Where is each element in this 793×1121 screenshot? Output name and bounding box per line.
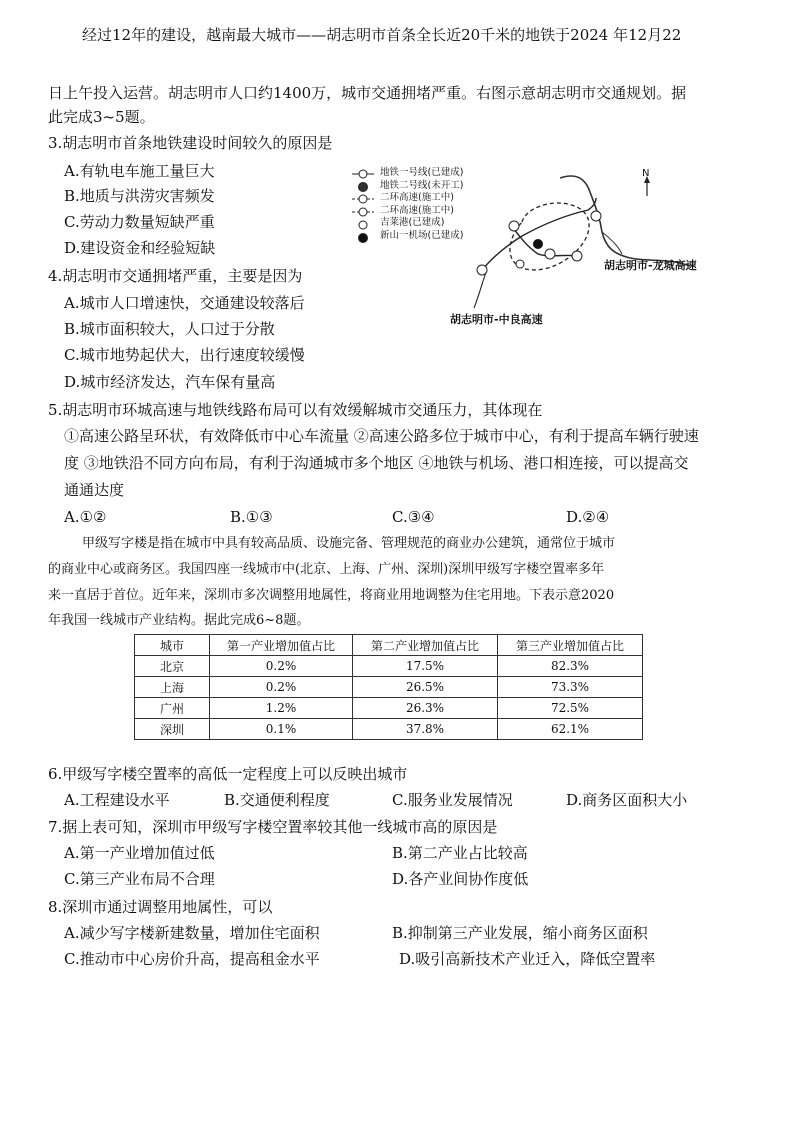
- q3-option-a: A.有轨电车施工量巨大: [64, 162, 215, 180]
- q6-option-a: A.工程建设水平: [64, 791, 170, 809]
- table-cell: 26.5%: [353, 677, 498, 698]
- table-cell: 17.5%: [353, 656, 498, 677]
- intro2-line3: 来一直居于首位。近年来，深圳市多次调整用地属性，将商业用地调整为住宅用地。下表示意2020: [48, 588, 615, 603]
- legend-item: 二环高速(施工中): [380, 192, 454, 203]
- table-cell: 0.2%: [210, 656, 353, 677]
- intro2-line4: 年我国一线城市产业结构。据此完成6~8题。: [48, 613, 310, 628]
- road-label-south: 胡志明市-中良高速: [450, 313, 543, 326]
- q5-option-d: D.②④: [566, 508, 610, 526]
- station-marker: [477, 265, 487, 275]
- q3-option-d: D.建设资金和经验短缺: [64, 239, 216, 257]
- q5-statement-1: ①高速公路呈环状，有效降低市中心车流量 ②高速公路多位于城市中心，有利于提高车辆行驶速: [64, 427, 699, 445]
- q4-option-a: A.城市人口增速快，交通建设较落后: [64, 294, 305, 312]
- station-marker: [591, 211, 601, 221]
- table-cell: 0.2%: [210, 677, 353, 698]
- legend-item: 新山一机场(已建成): [380, 229, 464, 241]
- q3-option-c: C.劳动力数量短缺严重: [64, 213, 215, 231]
- q5-option-b: B.①③: [230, 508, 273, 526]
- table-header: 第三产业增加值占比: [498, 635, 643, 656]
- question-4: 4.胡志明市交通拥堵严重，主要是因为: [48, 267, 303, 285]
- legend-item: 地铁二号线(未开工): [380, 179, 464, 191]
- industry-structure-table: [134, 634, 643, 740]
- q6-option-c: C.服务业发展情况: [392, 791, 513, 809]
- q6-option-b: B.交通便利程度: [224, 791, 330, 809]
- question-8: 8.深圳市通过调整用地属性，可以: [48, 898, 273, 916]
- station-marker: [509, 221, 519, 231]
- table-cell: 广州: [135, 698, 210, 719]
- question-6: 6.甲级写字楼空置率的高低一定程度上可以反映出城市: [48, 765, 408, 783]
- table-header: 第一产业增加值占比: [210, 635, 353, 656]
- table-row: [135, 698, 643, 719]
- metro-line-2: [510, 224, 576, 256]
- legend-symbols: [352, 170, 374, 243]
- table-row: [135, 677, 643, 698]
- legend-item: 二环高速(施工中): [380, 204, 454, 216]
- intro1-line1: 经过12年的建设，越南最大城市——胡志明市首条全长近20千米的地铁于2024 年12月22: [82, 26, 682, 44]
- table-cell: 37.8%: [353, 719, 498, 740]
- q5-statement-3: 通通达度: [64, 481, 125, 499]
- q4-option-c: C.城市地势起伏大，出行速度较缓慢: [64, 346, 305, 364]
- table-header-row: [135, 635, 643, 656]
- q4-option-b: B.城市面积较大，人口过于分散: [64, 320, 275, 338]
- q8-option-a: A.减少写字楼新建数量，增加住宅面积: [64, 924, 320, 942]
- q8-option-b: B.抑制第三产业发展，缩小商务区面积: [392, 924, 648, 942]
- q5-option-c: C.③④: [392, 508, 435, 526]
- q7-option-c: C.第三产业布局不合理: [64, 870, 215, 888]
- q5-statement-2: 度 ③地铁沿不同方向布局，有利于沟通城市多个地区 ④地铁与机场、港口相连接，可以提高交: [64, 454, 689, 472]
- station-marker: [545, 249, 555, 259]
- intro2-line1: 甲级写字楼是指在城市中具有较高品质、设施完备、管理规范的商业办公建筑，通常位于城市: [82, 536, 616, 551]
- road-label-east: 胡志明市-龙城高速: [604, 259, 697, 272]
- table-cell: 82.3%: [498, 656, 643, 677]
- q5-option-a: A.①②: [64, 508, 107, 526]
- table-cell: 0.1%: [210, 719, 353, 740]
- question-5: 5.胡志明市环城高速与地铁线路布局可以有效缓解城市交通压力，其体现在: [48, 401, 543, 419]
- table-header: 城市: [135, 635, 210, 656]
- table-cell: 上海: [135, 677, 210, 698]
- table-header: 第二产业增加值占比: [353, 635, 498, 656]
- table-cell: 深圳: [135, 719, 210, 740]
- map-legend: [380, 167, 463, 242]
- traffic-map: [350, 158, 780, 338]
- q8-option-d: D.吸引高新技术产业迁入，降低空置率: [399, 950, 656, 968]
- table-row: [135, 656, 643, 677]
- port-marker: [516, 260, 524, 268]
- q7-option-d: D.各产业间协作度低: [392, 870, 529, 888]
- table-cell: 1.2%: [210, 698, 353, 719]
- table-cell: 73.3%: [498, 677, 643, 698]
- q8-option-c: C.推动市中心房价升高，提高租金水平: [64, 950, 320, 968]
- question-7: 7.据上表可知，深圳市甲级写字楼空置率较其他一线城市高的原因是: [48, 818, 498, 836]
- table-row: [135, 719, 643, 740]
- north-label: N: [642, 168, 650, 179]
- intro2-line2: 的商业中心或商务区。我国四座一线城市中(北京、上海、广州、深圳)深圳甲级写字楼空置率多年: [48, 562, 605, 577]
- legend-item: 地铁一号线(已建成): [380, 167, 464, 178]
- table-cell: 72.5%: [498, 698, 643, 719]
- question-3: 3.胡志明市首条地铁建设时间较久的原因是: [48, 134, 333, 152]
- table-cell: 26.3%: [353, 698, 498, 719]
- legend-item: 吉莱港(已建成): [380, 217, 445, 228]
- station-marker: [572, 251, 582, 261]
- q7-option-b: B.第二产业占比较高: [392, 844, 528, 862]
- intro1-line3: 此完成3~5题。: [48, 108, 155, 126]
- table-cell: 北京: [135, 656, 210, 677]
- q4-option-d: D.城市经济发达，汽车保有量高: [64, 373, 276, 391]
- airport-marker: [533, 239, 543, 249]
- q6-option-d: D.商务区面积大小: [566, 791, 688, 809]
- q3-option-b: B.地质与洪涝灾害频发: [64, 187, 215, 205]
- q7-option-a: A.第一产业增加值过低: [64, 844, 215, 862]
- table-cell: 62.1%: [498, 719, 643, 740]
- intro1-line2: 日上午投入运营。胡志明市人口约1400万，城市交通拥堵严重。右图示意胡志明市交通规划。据: [48, 84, 687, 102]
